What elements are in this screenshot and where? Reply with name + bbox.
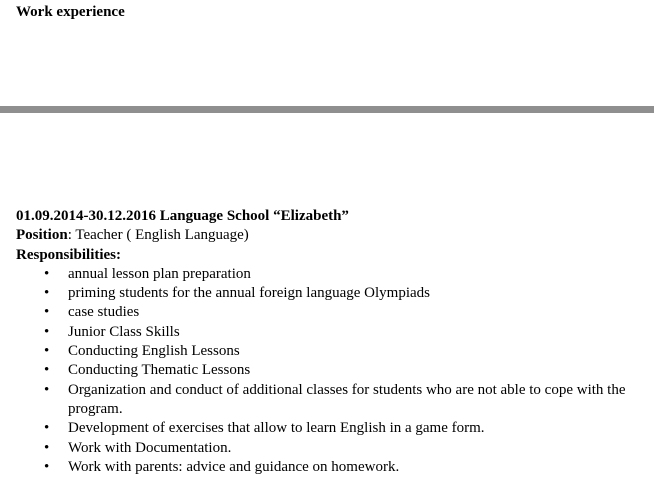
list-item-text: annual lesson plan preparation (68, 265, 251, 282)
bullet-icon: • (44, 285, 50, 302)
list-item (16, 323, 646, 342)
bullet-icon: • (44, 304, 50, 321)
responsibilities-list (16, 265, 646, 477)
bullet-icon: • (44, 381, 50, 398)
section-heading-work-experience: Work experience (16, 4, 125, 20)
position-label: Position (16, 227, 68, 244)
bullet-icon: • (44, 420, 50, 437)
list-item (16, 361, 646, 380)
list-item-text: Junior Class Skills (68, 323, 180, 340)
bullet-icon: • (44, 343, 50, 360)
position-value: : Teacher ( English Language) (67, 227, 249, 244)
entry-period-employer: 01.09.2014-30.12.2016 Language School “Elizabeth” (16, 208, 349, 224)
list-item (16, 284, 646, 303)
list-item (16, 419, 646, 438)
list-item (16, 439, 646, 458)
list-item (16, 342, 646, 361)
bullet-icon: • (44, 265, 50, 282)
list-item-text: Development of exercises that allow to learn English in a game form. (68, 420, 485, 437)
list-item (16, 303, 646, 322)
list-item-text: Conducting English Lessons (68, 343, 240, 360)
list-item (16, 265, 646, 284)
work-entry (16, 207, 646, 477)
list-item-text: Work with Documentation. (68, 439, 232, 456)
list-item (16, 458, 646, 477)
bullet-icon: • (44, 439, 50, 456)
bullet-icon: • (44, 323, 50, 340)
list-item-text: Work with parents: advice and guidance on homework. (68, 458, 400, 475)
list-item (16, 381, 646, 420)
list-item-text: Conducting Thematic Lessons (68, 362, 251, 379)
list-item-text: priming students for the annual foreign language Olympiads (68, 285, 430, 302)
list-item-text: Organization and conduct of additional classes for students who are not able to cope with the program. (68, 381, 626, 417)
responsibilities-heading: Responsibilities: (16, 246, 122, 263)
list-item-text: case studies (68, 304, 140, 321)
section-divider (0, 106, 654, 113)
bullet-icon: • (44, 458, 50, 475)
position-line (16, 226, 646, 245)
bullet-icon: • (44, 362, 50, 379)
